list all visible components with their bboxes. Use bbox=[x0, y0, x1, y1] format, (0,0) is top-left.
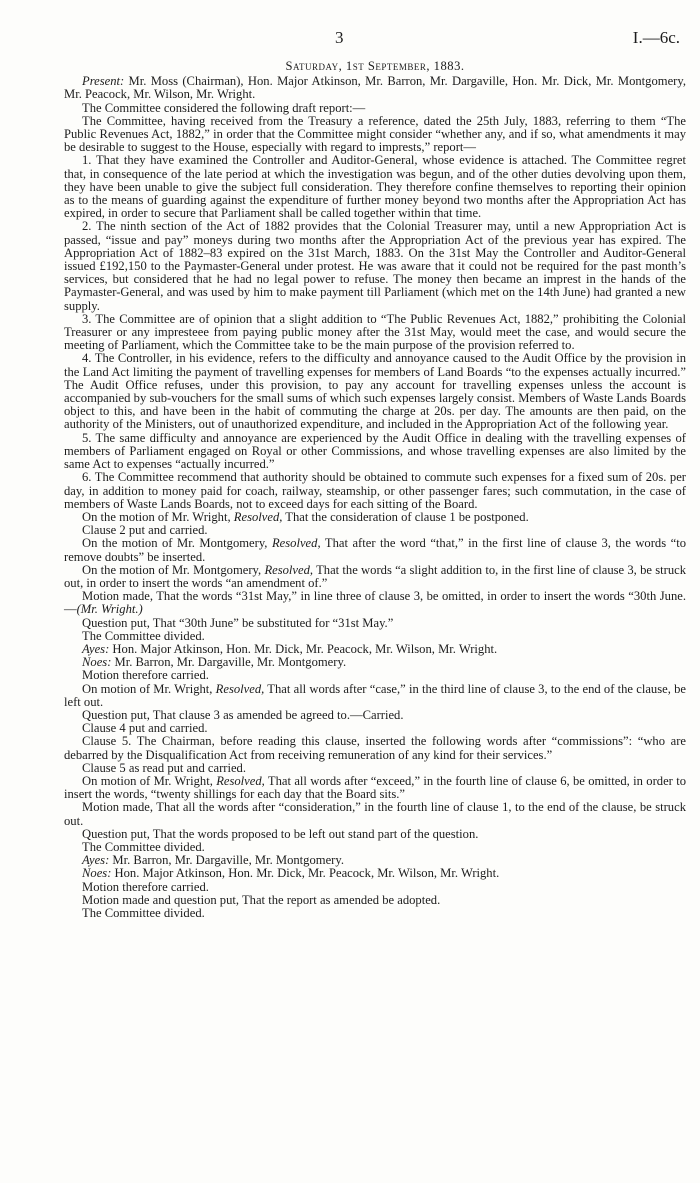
mover-italic: (Mr. Wright.) bbox=[76, 602, 143, 617]
present-members: Mr. Moss (Chairman), Hon. Major Atkinson, Mr. Barron, Mr. Dargaville, Hon. Mr. Dick, Mr. Montgomery, Mr. Peacock, Mr. Wilson, Mr. Wright. bbox=[64, 74, 686, 102]
report-clause-3: 3. The Committee are of opinion that a slight addition to “The Public Revenues Act, 1882,” prohibiting the Colonial Treasurer or any impresteee from paying public money after the 31st May, would meet the case, and would secure the meeting of Parliament, which the Committee take to be the main purpose of the provision referred to. bbox=[64, 311, 686, 353]
paragraph: Motion therefore carried. bbox=[82, 879, 209, 894]
report-clause-1: 1. That they have examined the Controller and Auditor-General, whose evidence is attached. The Committee regret that, in consequence of the late period at which the investigation was begun, and of the other duties devolving upon them, they have been unable to give the subject full consideration. They therefore confine themselves to reporting their opinion as to the means of guarding against the expenditure of further money beyond two months after the Appropriation Act has expired, in order to secure that Parliament shall be called together within that time. bbox=[64, 153, 686, 221]
minutes-body bbox=[64, 60, 686, 920]
paragraph: The Committee, having received from the Treasury a reference, dated the 25th July, 1883, referring to them “The Public Revenues Act, 1882,” in order that the Committee might consider “whether any, and if so, what amendments it may be desirable to suggest to the House, especially with regard to imprests,” report— bbox=[64, 113, 686, 155]
noes-label: Noes: bbox=[82, 655, 112, 670]
paragraph: Motion made, That all the words after “consideration,” in the fourth line of clause 1, to the end of the clause, be struck out. bbox=[64, 800, 686, 828]
motion-paragraph bbox=[64, 590, 686, 616]
text-run: Motion made, That the words “31st May,” in line three of clause 3, be omitted, in order to insert the words “30th June.— bbox=[64, 589, 686, 617]
resolved-italic: Resolved, bbox=[271, 536, 321, 551]
text-run: Mr. Barron, Mr. Dargaville, Mr. Montgomery. bbox=[109, 853, 344, 868]
text-run: That the consideration of clause 1 be postponed. bbox=[282, 509, 529, 524]
paragraph: Motion therefore carried. bbox=[82, 668, 209, 683]
paragraph: Motion made and question put, That the report as amended be adopted. bbox=[82, 892, 441, 907]
text-run: That all words after “case,” in the third line of clause 3, to the end of the clause, be left out. bbox=[64, 681, 686, 709]
text-run: That after the word “that,” in the first line of clause 3, the words “to remove doubts” be inserted. bbox=[64, 536, 687, 564]
ayes-label: Ayes: bbox=[82, 853, 110, 868]
report-clause-5: 5. The same difficulty and annoyance are experienced by the Audit Office in dealing with the travelling expenses of members of Parliament engaged on Royal or other Commissions, and whose travelling expenses are also limited by the same Act to expenses “actually incurred.” bbox=[64, 430, 686, 472]
paragraph: Question put, That clause 3 as amended be agreed to.—Carried. bbox=[82, 707, 404, 722]
text-run: On motion of Mr. Wright, bbox=[82, 681, 216, 696]
paragraph: The Committee divided. bbox=[82, 839, 205, 854]
report-clause-6: 6. The Committee recommend that authority should be obtained to commute such expenses for a fixed sum of 20s. per day, in addition to money paid for coach, railway, steamship, or other passenger fares; such commutation, in the case of members of Waste Lands Boards, not to exceed days for each sitting of the Board. bbox=[64, 470, 686, 511]
paper-reference: I.—6c. bbox=[632, 28, 680, 47]
meeting-date: Saturday, 1st September, 1883. bbox=[285, 59, 465, 73]
motion-paragraph bbox=[64, 564, 686, 590]
resolved-italic: Resolved, bbox=[216, 773, 265, 788]
paragraph: Clause 4 put and carried. bbox=[82, 721, 208, 736]
text-run: That all words after “exceed,” in the fourth line of clause 6, be omitted, in order to insert the words, “twenty shillings for each day that the Board sits.” bbox=[64, 773, 686, 802]
paragraph: Clause 5 as read put and carried. bbox=[82, 760, 247, 775]
resolved-italic: Resolved, bbox=[233, 509, 283, 524]
text-run: On the motion of Mr. Montgomery, bbox=[82, 536, 272, 551]
text-run: On the motion of Mr. Wright, bbox=[82, 509, 234, 524]
text-run: On the motion of Mr. Montgomery, bbox=[82, 562, 265, 577]
text-run: Hon. Major Atkinson, Hon. Mr. Dick, Mr. Peacock, Mr. Wilson, Mr. Wright. bbox=[109, 641, 498, 656]
resolved-italic: Resolved, bbox=[215, 681, 265, 696]
paragraph: Clause 2 put and carried. bbox=[82, 523, 208, 538]
motion-paragraph bbox=[64, 683, 686, 709]
page-header bbox=[0, 28, 700, 50]
page-number: 3 bbox=[335, 28, 344, 47]
resolved-italic: Resolved, bbox=[264, 562, 314, 577]
paragraph: Clause 5. The Chairman, before reading this clause, inserted the following words after “commissions”: “who are debarred by the Disqualification Act from receiving remuneration of any kind for their services.” bbox=[64, 734, 686, 762]
paragraph: Question put, That the words proposed to be left out stand part of the question. bbox=[82, 826, 479, 841]
motion-paragraph bbox=[64, 775, 686, 801]
report-clause-2: 2. The ninth section of the Act of 1882 provides that the Colonial Treasurer may, until a new Appropriation Act is passed, “issue and pay” moneys during two months after the Appropriation Act of the previous year has expired. The Appropriation Act of 1882–83 expired on the 31st March, 1883. On the 31st May the Controller and Auditor-General issued £192,150 to the Paymaster-General under protest. He was aware that it could not be required for the past month’s services, but considered that he had no legal power to refuse. The money then became an imprest in the hands of the Paymaster-General, and was used by him to make payment till Parliament (which met on the 14th June) had granted a new supply. bbox=[64, 219, 686, 313]
motion-paragraph bbox=[64, 537, 686, 563]
present-label: Present: bbox=[82, 74, 125, 89]
text-run: Hon. Major Atkinson, Hon. Mr. Dick, Mr. Peacock, Mr. Wilson, Mr. Wright. bbox=[111, 866, 500, 881]
paragraph: The Committee considered the following draft report:— bbox=[82, 100, 366, 115]
text-run: On motion of Mr. Wright, bbox=[82, 773, 217, 788]
paragraph: Question put, That “30th June” be substituted for “31st May.” bbox=[82, 615, 394, 630]
text-run: That the words “a slight addition to, in the first line of clause 3, be struck out, in order to insert the words “an amendment of.” bbox=[64, 562, 686, 590]
report-clause-4: 4. The Controller, in his evidence, refers to the difficulty and annoyance caused to the Audit Office by the provision in the Land Act limiting the payment of travelling expenses for members of Land Boards “to the expenses actually incurred.” The Audit Office refuses, under this provision, to pay any account for travelling expenses unless the account is accompanied by sub-vouchers for the small sums of which such expenses largely consist. Members of Waste Lands Boards object to this, and have been in the habit of commuting the charge at 20s. per day. The amounts are then paid, on the authority of the Ministers, out of unauthorized expenditure, and included in the Appropriation Act of the following year. bbox=[64, 351, 686, 432]
paragraph: The Committee divided. bbox=[82, 906, 205, 920]
text-run: Mr. Barron, Mr. Dargaville, Mr. Montgomery. bbox=[111, 655, 347, 670]
present-paragraph bbox=[64, 75, 686, 101]
noes-line bbox=[64, 867, 686, 880]
noes-label: Noes: bbox=[82, 866, 112, 881]
paragraph: The Committee divided. bbox=[82, 628, 205, 643]
ayes-label: Ayes: bbox=[82, 641, 110, 656]
